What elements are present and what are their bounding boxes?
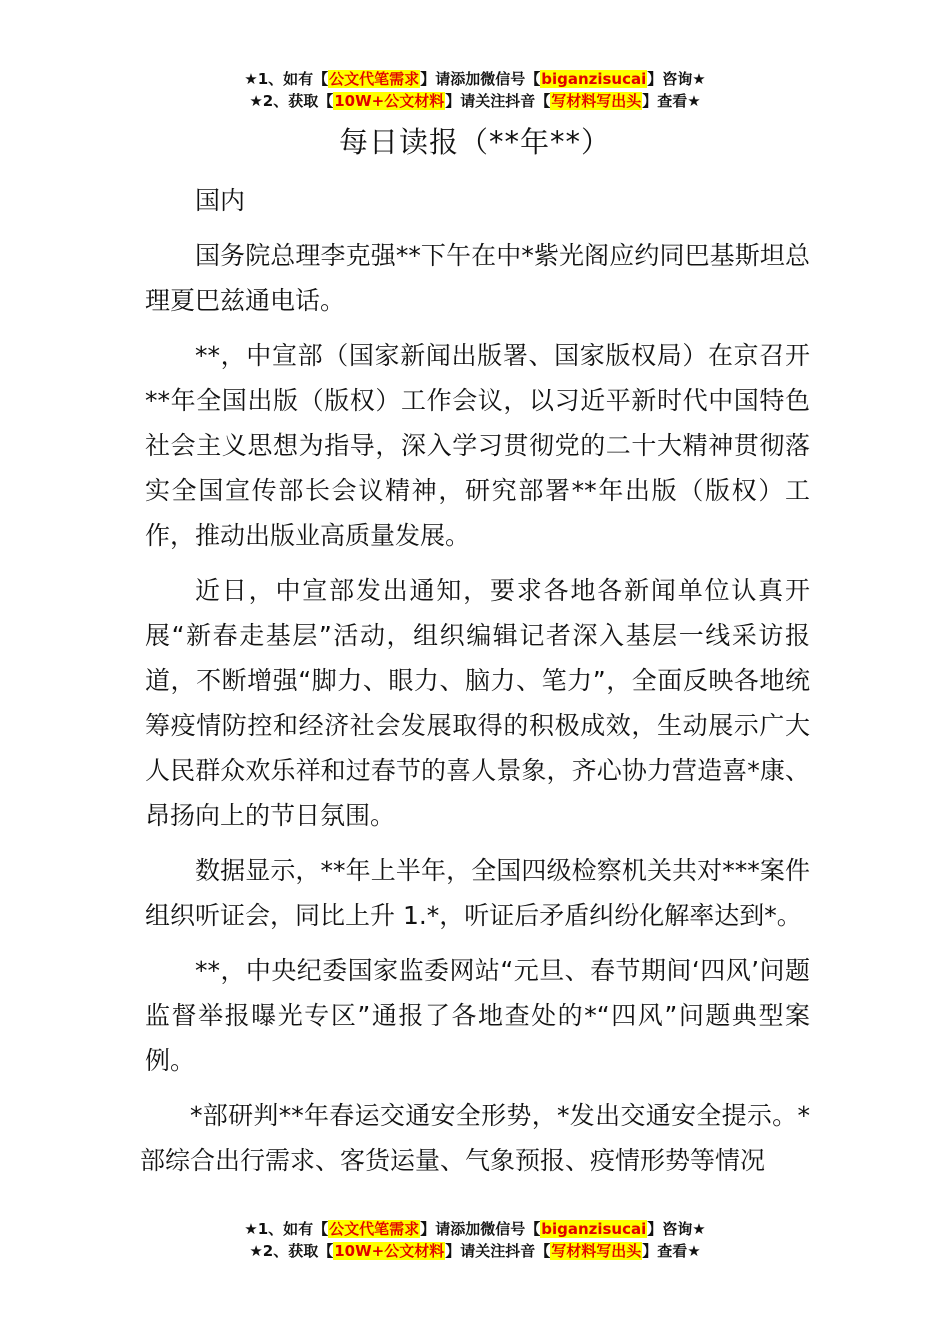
paragraph: 数据显示，**年上半年，全国四级检察机关共对***案件组织听证会，同比上升 1.*，听证后矛盾纠纷化解率达到*。 <box>145 856 810 930</box>
banner-line-2: ★2、获取【10W+公文材料】请关注抖音【写材料写出头】查看★ <box>249 1242 701 1260</box>
section-heading: 国内 <box>195 186 246 215</box>
banner-line-2: ★2、获取【10W+公文材料】请关注抖音【写材料写出头】查看★ <box>249 92 701 110</box>
paragraph: *部研判**年春运交通安全形势，*发出交通安全提示。*部综合出行需求、客货运量、气象预报、疫情形势等情况 <box>140 1101 810 1175</box>
banner-highlight: 公文代笔需求 <box>329 1220 420 1238</box>
document-body <box>140 178 810 1193</box>
banner-highlight: biganzisucai <box>541 70 647 88</box>
footer-banner <box>0 1218 950 1262</box>
paragraph: **，中宣部（国家新闻出版署、国家版权局）在京召开**年全国出版（版权）工作会议，以习近平新时代中国特色社会主义思想为指导，深入学习贯彻党的二十大精神贯彻落实全国宣传部长会议精神，研究部署**年出版（版权）工作，推动出版业高质量发展。 <box>145 341 810 550</box>
banner-highlight: 写材料写出头 <box>551 1242 642 1260</box>
paragraph: 国务院总理李克强**下午在中*紫光阁应约同巴基斯坦总理夏巴兹通电话。 <box>145 241 810 315</box>
banner-line-1: ★1、如有【公文代笔需求】请添加微信号【biganzisucai】咨询★ <box>244 70 706 88</box>
banner-highlight: 写材料写出头 <box>551 92 642 110</box>
banner-highlight: 公文代笔需求 <box>329 70 420 88</box>
page-title: 每日读报（**年**） <box>338 125 611 159</box>
banner-highlight: 10W+公文材料 <box>334 1242 445 1260</box>
banner-highlight: biganzisucai <box>541 1220 647 1238</box>
header-banner <box>0 68 950 112</box>
banner-line-1: ★1、如有【公文代笔需求】请添加微信号【biganzisucai】咨询★ <box>244 1220 706 1238</box>
paragraph: **，中央纪委国家监委网站“元旦、春节期间‘四风’问题监督举报曝光专区”通报了各地查处的*“四风”问题典型案例。 <box>145 956 810 1075</box>
paragraph: 近日，中宣部发出通知，要求各地各新闻单位认真开展“新春走基层”活动，组织编辑记者深入基层一线采访报道，不断增强“脚力、眼力、脑力、笔力”，全面反映各地统筹疫情防控和经济社会发展取得的积极成效，生动展示广大人民群众欢乐祥和过春节的喜人景象，齐心协力营造喜*康、昂扬向上的节日氛围。 <box>145 576 810 830</box>
banner-highlight: 10W+公文材料 <box>334 92 445 110</box>
